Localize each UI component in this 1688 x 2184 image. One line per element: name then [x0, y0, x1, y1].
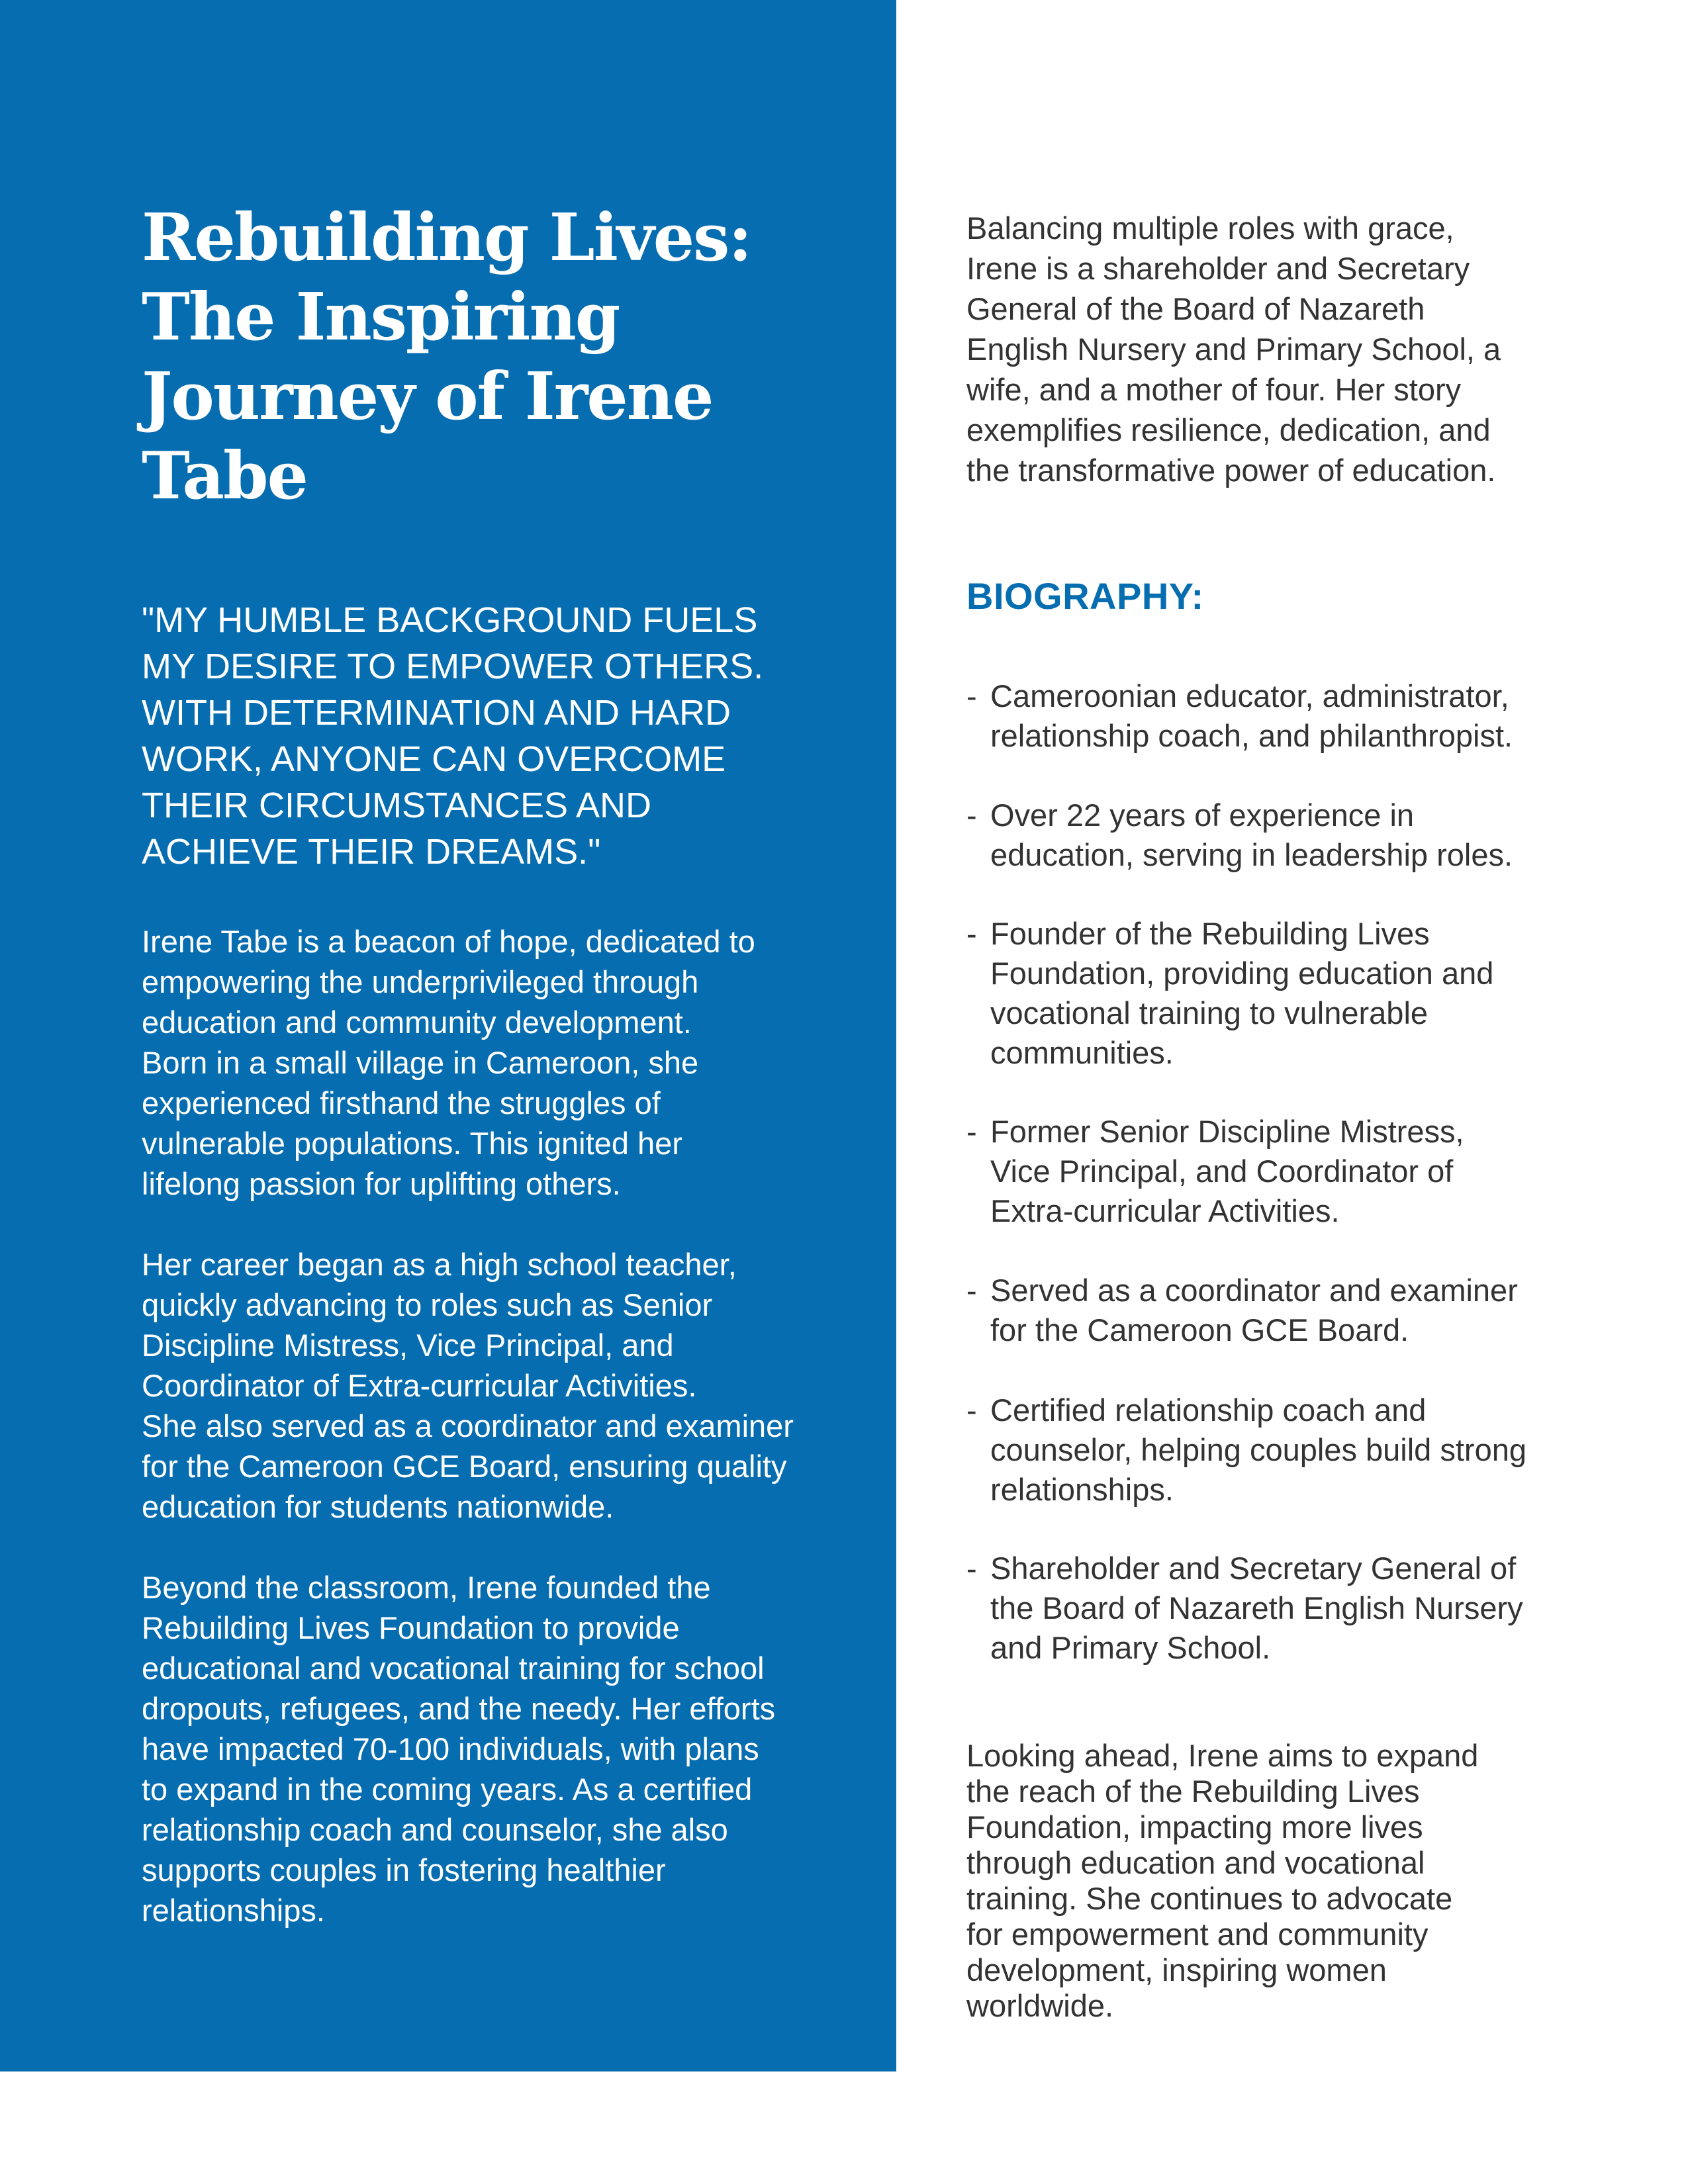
paragraph-line: Beyond the classroom, Irene founded the — [142, 1570, 711, 1605]
paragraph-line: Rebuilding Lives Foundation to provide — [142, 1610, 680, 1645]
paragraph-line: exemplifies resilience, dedication, and — [966, 412, 1491, 447]
biography-item-text — [990, 1271, 1646, 1350]
paragraph-line: Irene Tabe is a beacon of hope, dedicated to — [142, 924, 755, 959]
item-line: Cameroonian educator, administrator, — [990, 678, 1509, 713]
item-line: Foundation, providing education and — [990, 956, 1494, 991]
bullet-dash: - — [966, 1392, 977, 1428]
future-paragraph — [966, 1738, 1642, 2024]
paragraph-line: through education and vocational — [966, 1845, 1425, 1880]
title-line: Tabe — [142, 438, 307, 514]
item-line: Shareholder and Secretary General of — [990, 1551, 1517, 1586]
item-line: vocational training to vulnerable — [990, 995, 1429, 1030]
paragraph-line: development, inspiring women — [966, 1952, 1387, 1987]
bullet-dash: - — [966, 1273, 977, 1308]
paragraph-line: experienced firsthand the struggles of — [142, 1085, 661, 1120]
item-line: for the Cameroon GCE Board. — [990, 1312, 1409, 1347]
paragraph-line: for the Cameroon GCE Board, ensuring quality — [142, 1449, 787, 1484]
bullet-dash: - — [966, 678, 977, 713]
quote-line: WITH DETERMINATION AND HARD — [142, 693, 731, 733]
paragraph-line: Coordinator of Extra-curricular Activities. — [142, 1368, 697, 1403]
quote-line: THEIR CIRCUMSTANCES AND — [142, 786, 652, 825]
item-line: Extra-curricular Activities. — [990, 1193, 1340, 1228]
item-line: Served as a coordinator and examiner — [990, 1273, 1518, 1308]
paragraph-line: to expand in the coming years. As a certified — [142, 1772, 753, 1807]
foundation-paragraph — [142, 1567, 843, 1931]
item-line: relationship coach, and philanthropist. — [990, 718, 1513, 753]
paragraph-line: relationship coach and counselor, she also — [142, 1812, 728, 1847]
biography-item-text — [990, 914, 1646, 1073]
item-line: Founder of the Rebuilding Lives — [990, 916, 1430, 951]
paragraph-line: training. She continues to advocate — [966, 1881, 1453, 1916]
paragraph-line: Balancing multiple roles with grace, — [966, 210, 1454, 246]
bullet-dash: - — [966, 1114, 977, 1149]
paragraph-line: the transformative power of education. — [966, 453, 1496, 488]
paragraph-line: relationships. — [142, 1893, 325, 1928]
title-line: Rebuilding Lives: — [142, 200, 751, 276]
page-title — [142, 199, 804, 516]
paragraph-line: dropouts, refugees, and the needy. Her efforts — [142, 1691, 776, 1726]
item-line: counselor, helping couples build strong — [990, 1432, 1526, 1467]
item-line: Over 22 years of experience in — [990, 797, 1415, 833]
item-line: Certified relationship coach and — [990, 1392, 1427, 1428]
bullet-dash: - — [966, 797, 977, 833]
item-line: Former Senior Discipline Mistress, — [990, 1114, 1464, 1149]
paragraph-line: empowering the underprivileged through — [142, 964, 699, 999]
paragraph-line: She also served as a coordinator and examiner — [142, 1408, 794, 1443]
roles-paragraph — [966, 208, 1642, 490]
paragraph-line: Discipline Mistress, Vice Principal, and — [142, 1328, 674, 1363]
pull-quote — [142, 597, 830, 875]
paragraph-line: Looking ahead, Irene aims to expand — [966, 1738, 1479, 1773]
paragraph-line: General of the Board of Nazareth — [966, 291, 1425, 326]
item-line: and Primary School. — [990, 1630, 1271, 1665]
bullet-dash: - — [966, 916, 977, 951]
paragraph-line: vulnerable populations. This ignited her — [142, 1126, 682, 1161]
biography-item-text — [990, 796, 1646, 875]
paragraph-line: quickly advancing to roles such as Senior — [142, 1287, 713, 1322]
item-line: Vice Principal, and Coordinator of — [990, 1154, 1454, 1189]
quote-line: WORK, ANYONE CAN OVERCOME — [142, 739, 726, 779]
quote-line: MY DESIRE TO EMPOWER OTHERS. — [142, 647, 764, 686]
biography-item-text — [990, 1390, 1646, 1510]
paragraph-line: English Nursery and Primary School, a — [966, 332, 1501, 367]
item-line: the Board of Nazareth English Nursery — [990, 1590, 1523, 1625]
paragraph-line: Her career began as a high school teacher, — [142, 1247, 737, 1282]
paragraph-line: have impacted 70-100 individuals, with plans — [142, 1731, 759, 1766]
biography-item-text — [990, 676, 1646, 756]
item-line: education, serving in leadership roles. — [990, 837, 1513, 872]
bullet-dash: - — [966, 1551, 977, 1586]
paragraph-line: education and community development. — [142, 1005, 692, 1040]
paragraph-line: supports couples in fostering healthier — [142, 1852, 666, 1888]
paragraph-line: Born in a small village in Cameroon, she — [142, 1045, 699, 1080]
paragraph-line: for empowerment and community — [966, 1917, 1429, 1952]
paragraph-line: the reach of the Rebuilding Lives — [966, 1774, 1420, 1809]
quote-line: "MY HUMBLE BACKGROUND FUELS — [142, 600, 758, 640]
paragraph-line: education for students nationwide. — [142, 1489, 614, 1524]
title-line: The Inspiring — [142, 279, 620, 355]
quote-line: ACHIEVE THEIR DREAMS." — [142, 832, 601, 872]
biography-item-text — [990, 1549, 1646, 1668]
paragraph-line: wife, and a mother of four. Her story — [966, 372, 1462, 407]
paragraph-line: worldwide. — [966, 1988, 1114, 2023]
biography-item-text — [990, 1112, 1646, 1231]
item-line: communities. — [990, 1035, 1174, 1070]
intro-paragraph — [142, 921, 843, 1204]
paragraph-line: Irene is a shareholder and Secretary — [966, 251, 1470, 286]
biography-heading: BIOGRAPHY: — [966, 575, 1204, 617]
paragraph-line: Foundation, impacting more lives — [966, 1809, 1423, 1844]
career-paragraph — [142, 1244, 843, 1527]
paragraph-line: lifelong passion for uplifting others. — [142, 1166, 621, 1201]
item-line: relationships. — [990, 1472, 1174, 1507]
paragraph-line: educational and vocational training for school — [142, 1651, 765, 1686]
title-line: Journey of Irene — [142, 359, 713, 435]
